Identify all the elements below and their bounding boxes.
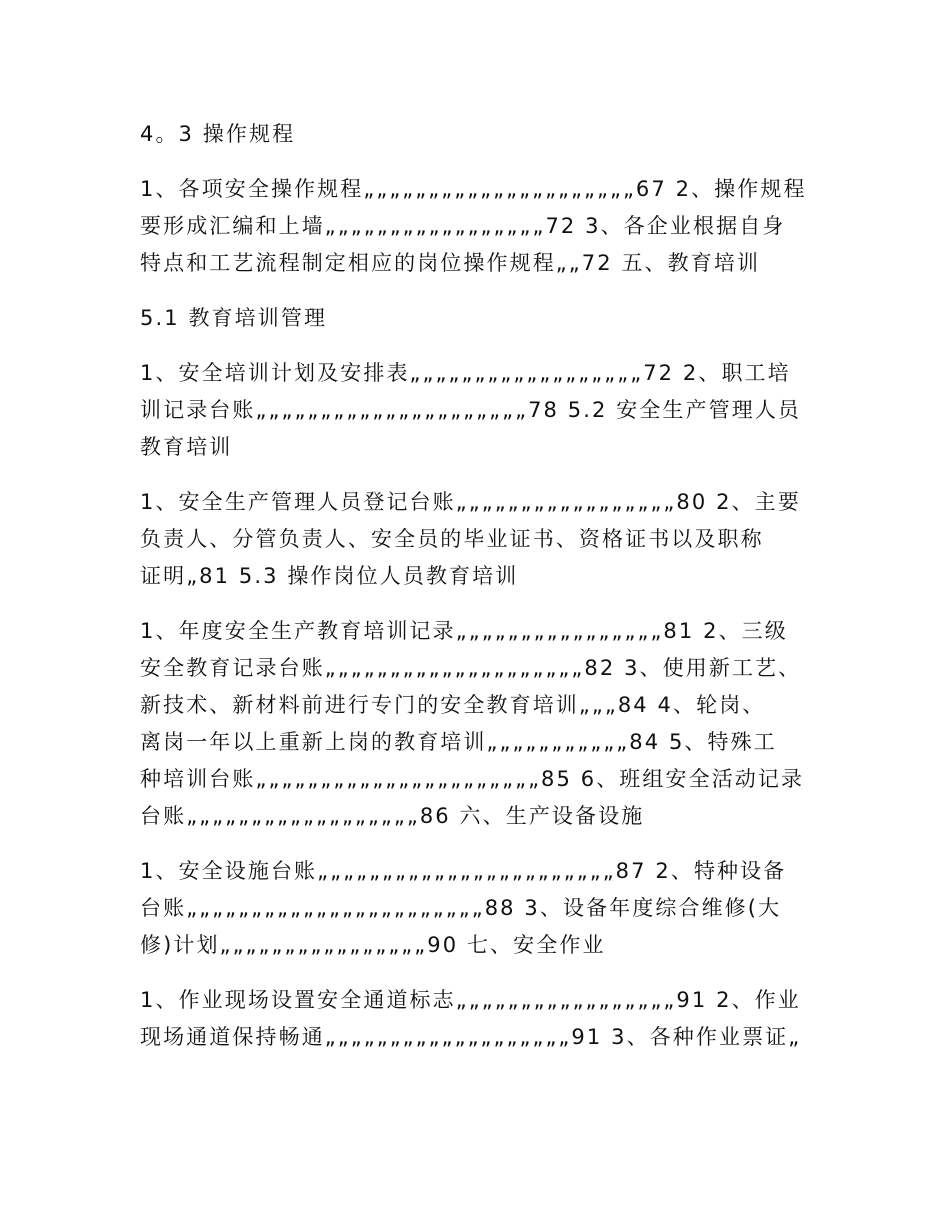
text-line: 1、安全培训计划及安排表„„„„„„„„„„„„„„„„„„72 2、职工培	[140, 361, 791, 385]
text-line: 1、安全生产管理人员登记台账„„„„„„„„„„„„„„„„„80 2、主要	[140, 490, 801, 514]
text-line: 种培训台账„„„„„„„„„„„„„„„„„„„„„„85 6、班组安全活动记录	[140, 767, 805, 791]
section-heading-5-1: 5.1 教育培训管理	[140, 306, 328, 330]
text-line: 1、安全设施台账„„„„„„„„„„„„„„„„„„„„„„„87 2、特种设备	[140, 859, 787, 883]
text-line: 安全教育记录台账„„„„„„„„„„„„„„„„„„„„82 3、使用新工艺、	[140, 656, 802, 680]
text-line: 证明„81 5.3 操作岗位人员教育培训	[140, 564, 519, 588]
text-line: 离岗一年以上重新上岗的教育培训„„„„„„„„„„„84 5、特殊工	[140, 730, 777, 754]
text-line: 负责人、分管负责人、安全员的毕业证书、资格证书以及职称	[140, 527, 764, 551]
text-line: 教育培训	[140, 435, 233, 459]
text-line: 要形成汇编和上墙„„„„„„„„„„„„„„„„„72 3、各企业根据自身	[140, 214, 786, 238]
text-line: 台账„„„„„„„„„„„„„„„„„„86 六、生产设备设施	[140, 804, 645, 828]
text-line: 台账„„„„„„„„„„„„„„„„„„„„„„„88 3、设备年度综合维修(大	[140, 896, 782, 920]
document-body	[140, 116, 820, 1056]
text-line: 现场通道保持畅通„„„„„„„„„„„„„„„„„„„91 3、各种作业票证„	[140, 1025, 802, 1049]
text-line: 特点和工艺流程制定相应的岗位操作规程„„72 五、教育培训	[140, 251, 761, 275]
section-heading-4-3: 4。3 操作规程	[140, 122, 296, 146]
text-line: 新技术、新材料前进行专门的安全教育培训„„„84 4、轮岗、	[140, 693, 766, 717]
text-line: 1、年度安全生产教育培训记录„„„„„„„„„„„„„„„„81 2、三级	[140, 619, 788, 643]
text-line: 1、作业现场设置安全通道标志„„„„„„„„„„„„„„„„„91 2、作业	[140, 988, 801, 1012]
text-line: 修)计划„„„„„„„„„„„„„„„„90 七、安全作业	[140, 933, 606, 957]
text-line: 1、各项安全操作规程„„„„„„„„„„„„„„„„„„„„„67 2、操作规程	[140, 177, 807, 201]
text-line: 训记录台账„„„„„„„„„„„„„„„„„„„„„78 5.2 安全生产管理人员	[140, 398, 802, 422]
